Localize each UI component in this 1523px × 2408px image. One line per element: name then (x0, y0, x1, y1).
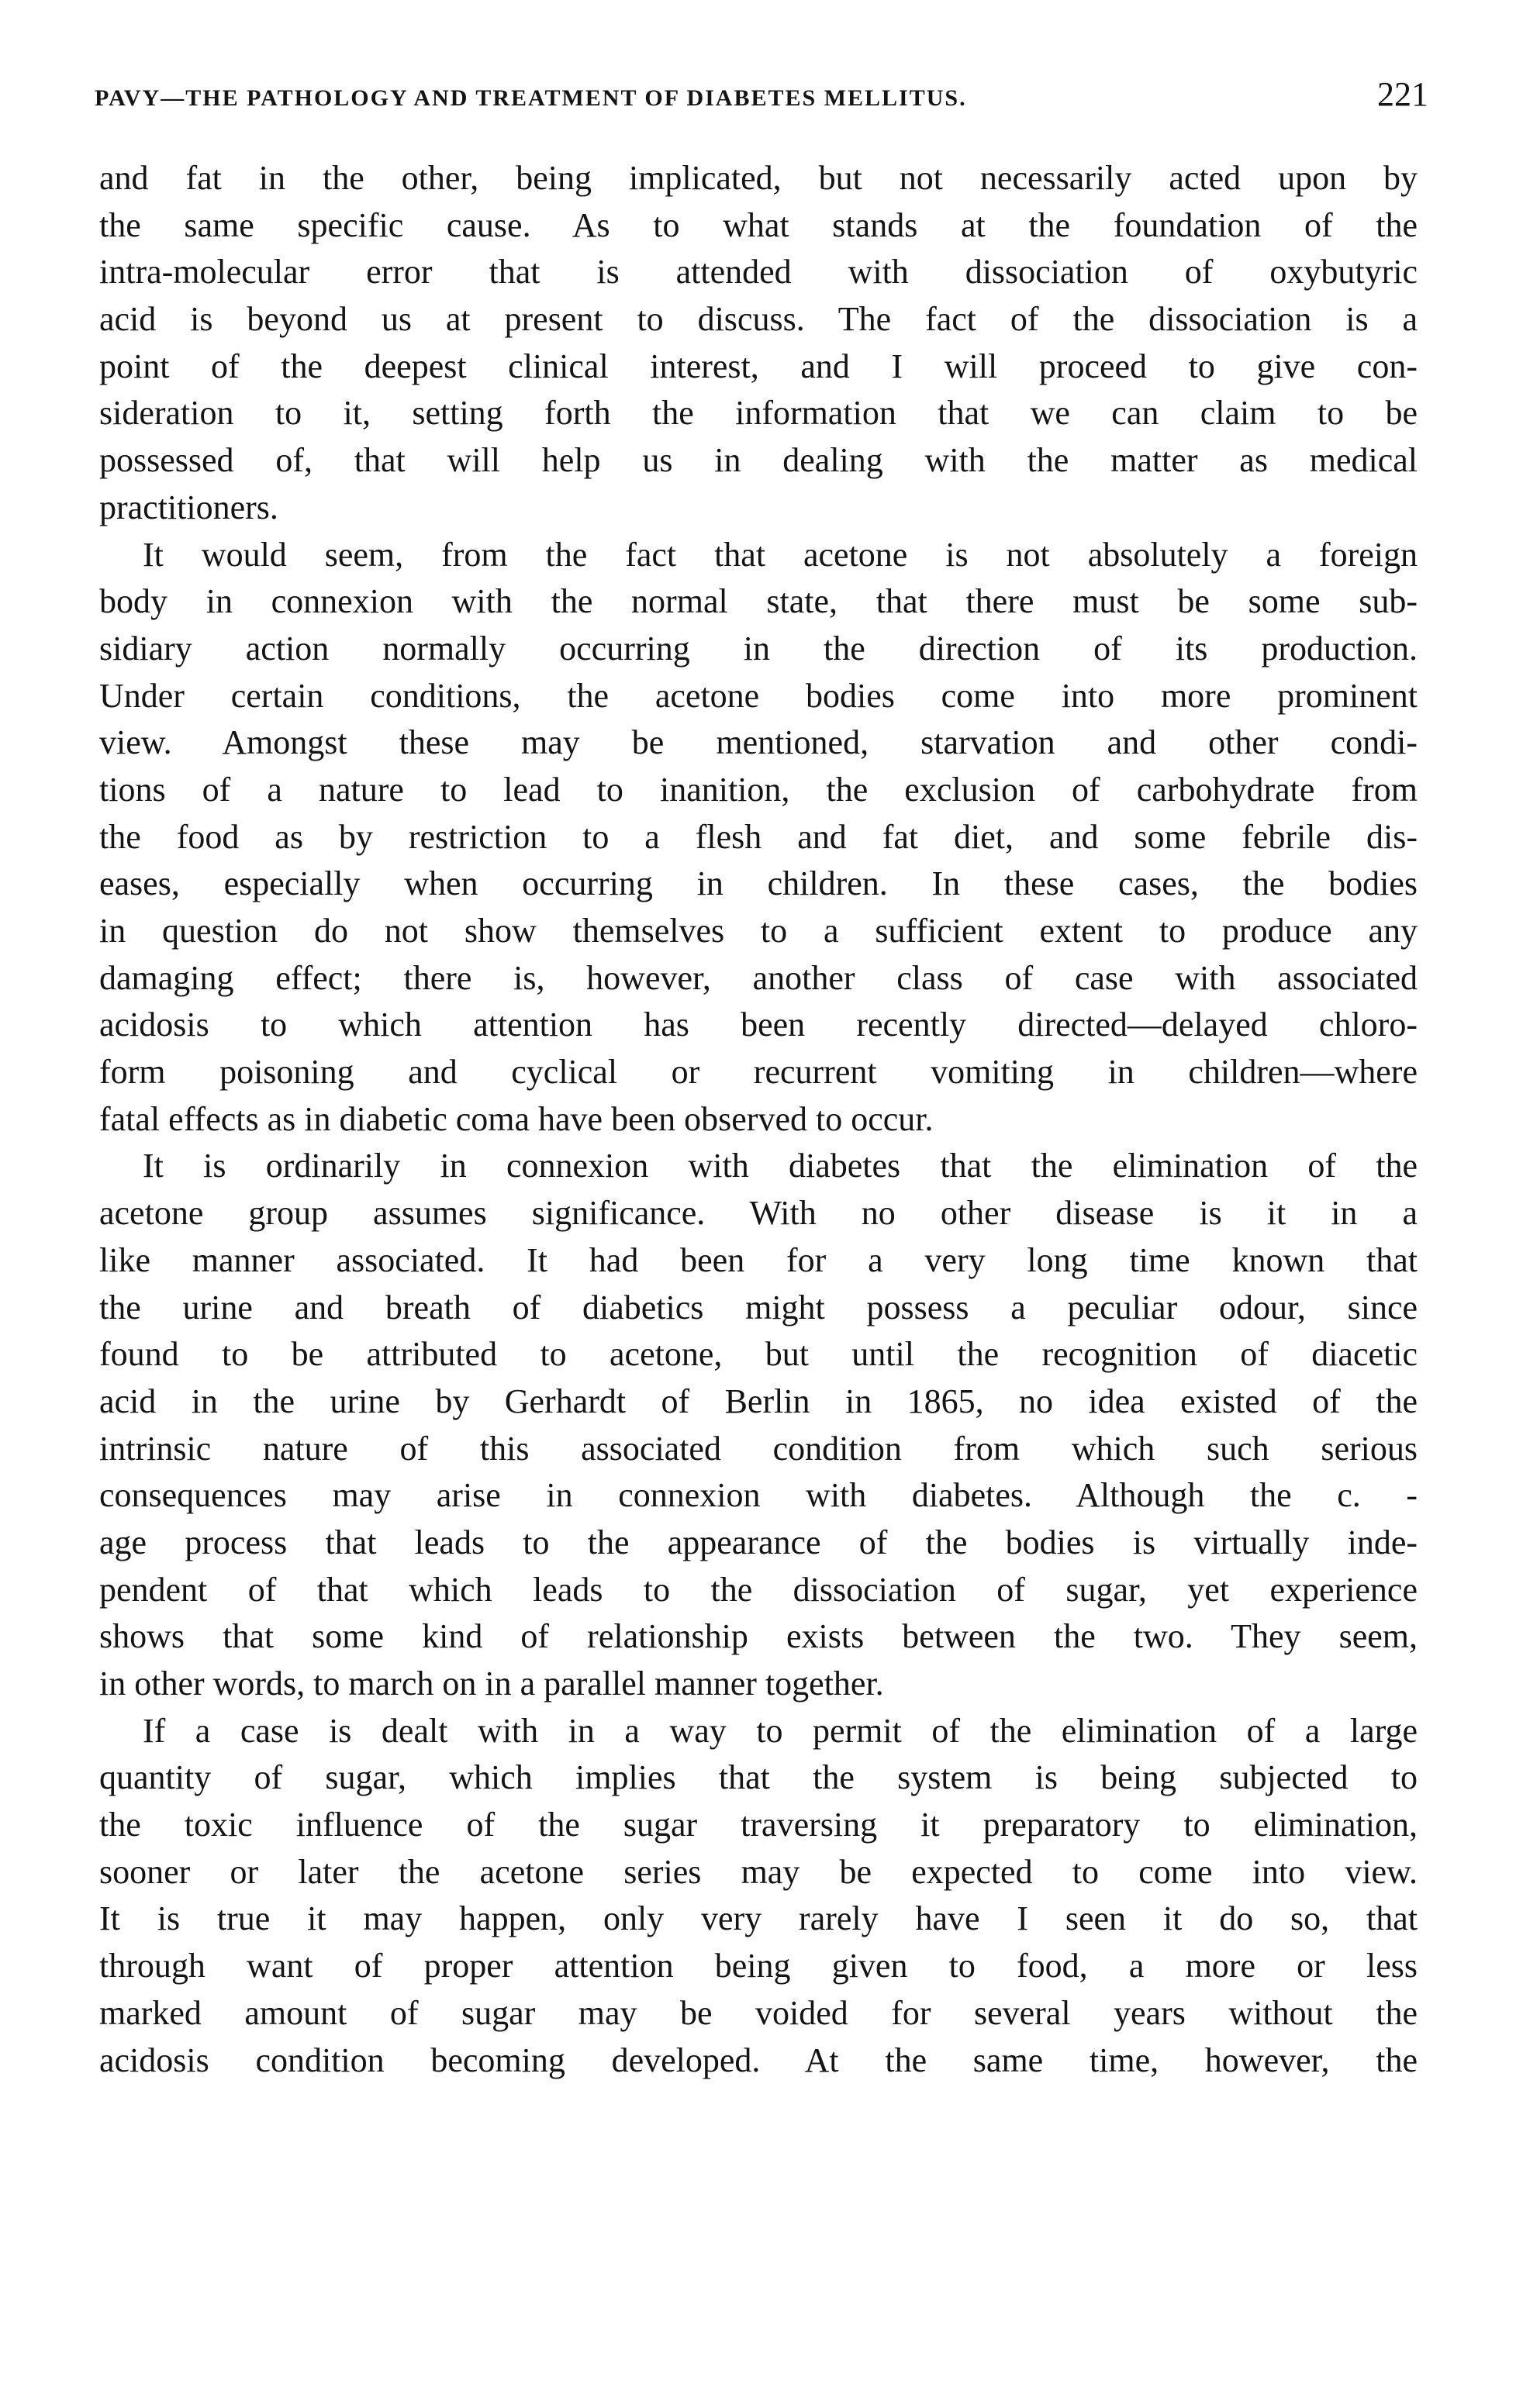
text-line: marked amount of sugar may be voided for several years without the (99, 1993, 1418, 2032)
text-line: acetone group assumes significance. With no other disease is it in a (99, 1194, 1418, 1233)
text-line: intrinsic nature of this associated condition from which such serious (99, 1429, 1418, 1468)
text-line: age process that leads to the appearance of the bodies is virtually inde- (99, 1523, 1418, 1561)
paragraph (99, 1143, 1418, 1707)
text-line: found to be attributed to acetone, but until the recognition of diacetic (99, 1335, 1418, 1374)
text-line: in other words, to march on in a parallel manner together. (99, 1665, 884, 1703)
text-line: sidiary action normally occurring in the direction of its production. (99, 629, 1418, 668)
text-line: fatal effects as in diabetic coma have been observed to occur. (99, 1099, 934, 1138)
text-line: the toxic influence of the sugar traversing it preparatory to elimination, (99, 1806, 1418, 1844)
text-line: damaging effect; there is, however, another class of case with associated (99, 958, 1418, 997)
text-line: like manner associated. It had been for a very long time known that (99, 1240, 1418, 1279)
text-line: form poisoning and cyclical or recurrent vomiting in children—where (99, 1053, 1418, 1092)
text-line: intra-molecular error that is attended with dissociation of oxybutyric (99, 253, 1418, 292)
paragraph (99, 532, 1418, 1144)
text-line: the urine and breath of diabetics might possess a peculiar odour, since (99, 1288, 1418, 1326)
text-line: acidosis to which attention has been recently directed—delayed chloro- (99, 1006, 1418, 1044)
text-line: view. Amongst these may be mentioned, starvation and other condi- (99, 723, 1418, 762)
text-line: in question do not show themselves to a sufficient extent to produce any (99, 912, 1418, 950)
text-line: acidosis condition becoming developed. At the same time, however, the (99, 2041, 1418, 2079)
text-line: It is ordinarily in connexion with diabetes that the elimination of the (143, 1147, 1418, 1185)
text-line: quantity of sugar, which implies that the system is being subjected to (99, 1758, 1418, 1797)
running-head (95, 74, 1428, 129)
text-line: acid in the urine by Gerhardt of Berlin in 1865, no idea existed of the (99, 1382, 1418, 1420)
text-line: practitioners. (99, 488, 278, 526)
text-line: point of the deepest clinical interest, and I will proceed to give con- (99, 347, 1418, 385)
text-line: sideration to it, setting forth the information that we can claim to be (99, 394, 1418, 433)
text-line: possessed of, that will help us in dealing with the matter as medical (99, 441, 1418, 480)
text-line: acid is beyond us at present to discuss. The fact of the dissociation is a (99, 300, 1418, 339)
text-line: It is true it may happen, only very rarely have I seen it do so, that (99, 1899, 1418, 1938)
text-line: It would seem, from the fact that acetone is not absolutely a foreign (143, 535, 1418, 574)
text-line: Under certain conditions, the acetone bodies come into more prominent (99, 676, 1418, 715)
page-number: 221 (1377, 75, 1428, 113)
body-text (99, 155, 1418, 2084)
paragraph (99, 155, 1418, 532)
text-line: and fat in the other, being implicated, but not necessarily acted upon by (99, 159, 1418, 197)
paragraph (99, 1708, 1418, 2085)
text-line: eases, especially when occurring in children. In these cases, the bodies (99, 864, 1418, 903)
text-line: If a case is dealt with in a way to permit of the elimination of a large (143, 1711, 1418, 1750)
text-line: tions of a nature to lead to inanition, the exclusion of carbohydrate from (99, 770, 1418, 809)
text-line: the same specific cause. As to what stands at the foundation of the (99, 205, 1418, 244)
text-line: pendent of that which leads to the dissociation of sugar, yet experience (99, 1570, 1418, 1609)
text-line: consequences may arise in connexion with diabetes. Although the c. - (99, 1476, 1418, 1515)
text-line: sooner or later the acetone series may be expected to come into view. (99, 1852, 1418, 1891)
text-line: shows that some kind of relationship exists between the two. They seem, (99, 1617, 1418, 1656)
text-line: body in connexion with the normal state, that there must be some sub- (99, 582, 1418, 621)
text-line: through want of proper attention being given to food, a more or less (99, 1947, 1418, 1985)
text-line: the food as by restriction to a flesh and fat diet, and some febrile dis- (99, 817, 1418, 856)
running-title: PAVY—THE PATHOLOGY AND TREATMENT OF DIABETES MELLITUS. (95, 85, 967, 111)
